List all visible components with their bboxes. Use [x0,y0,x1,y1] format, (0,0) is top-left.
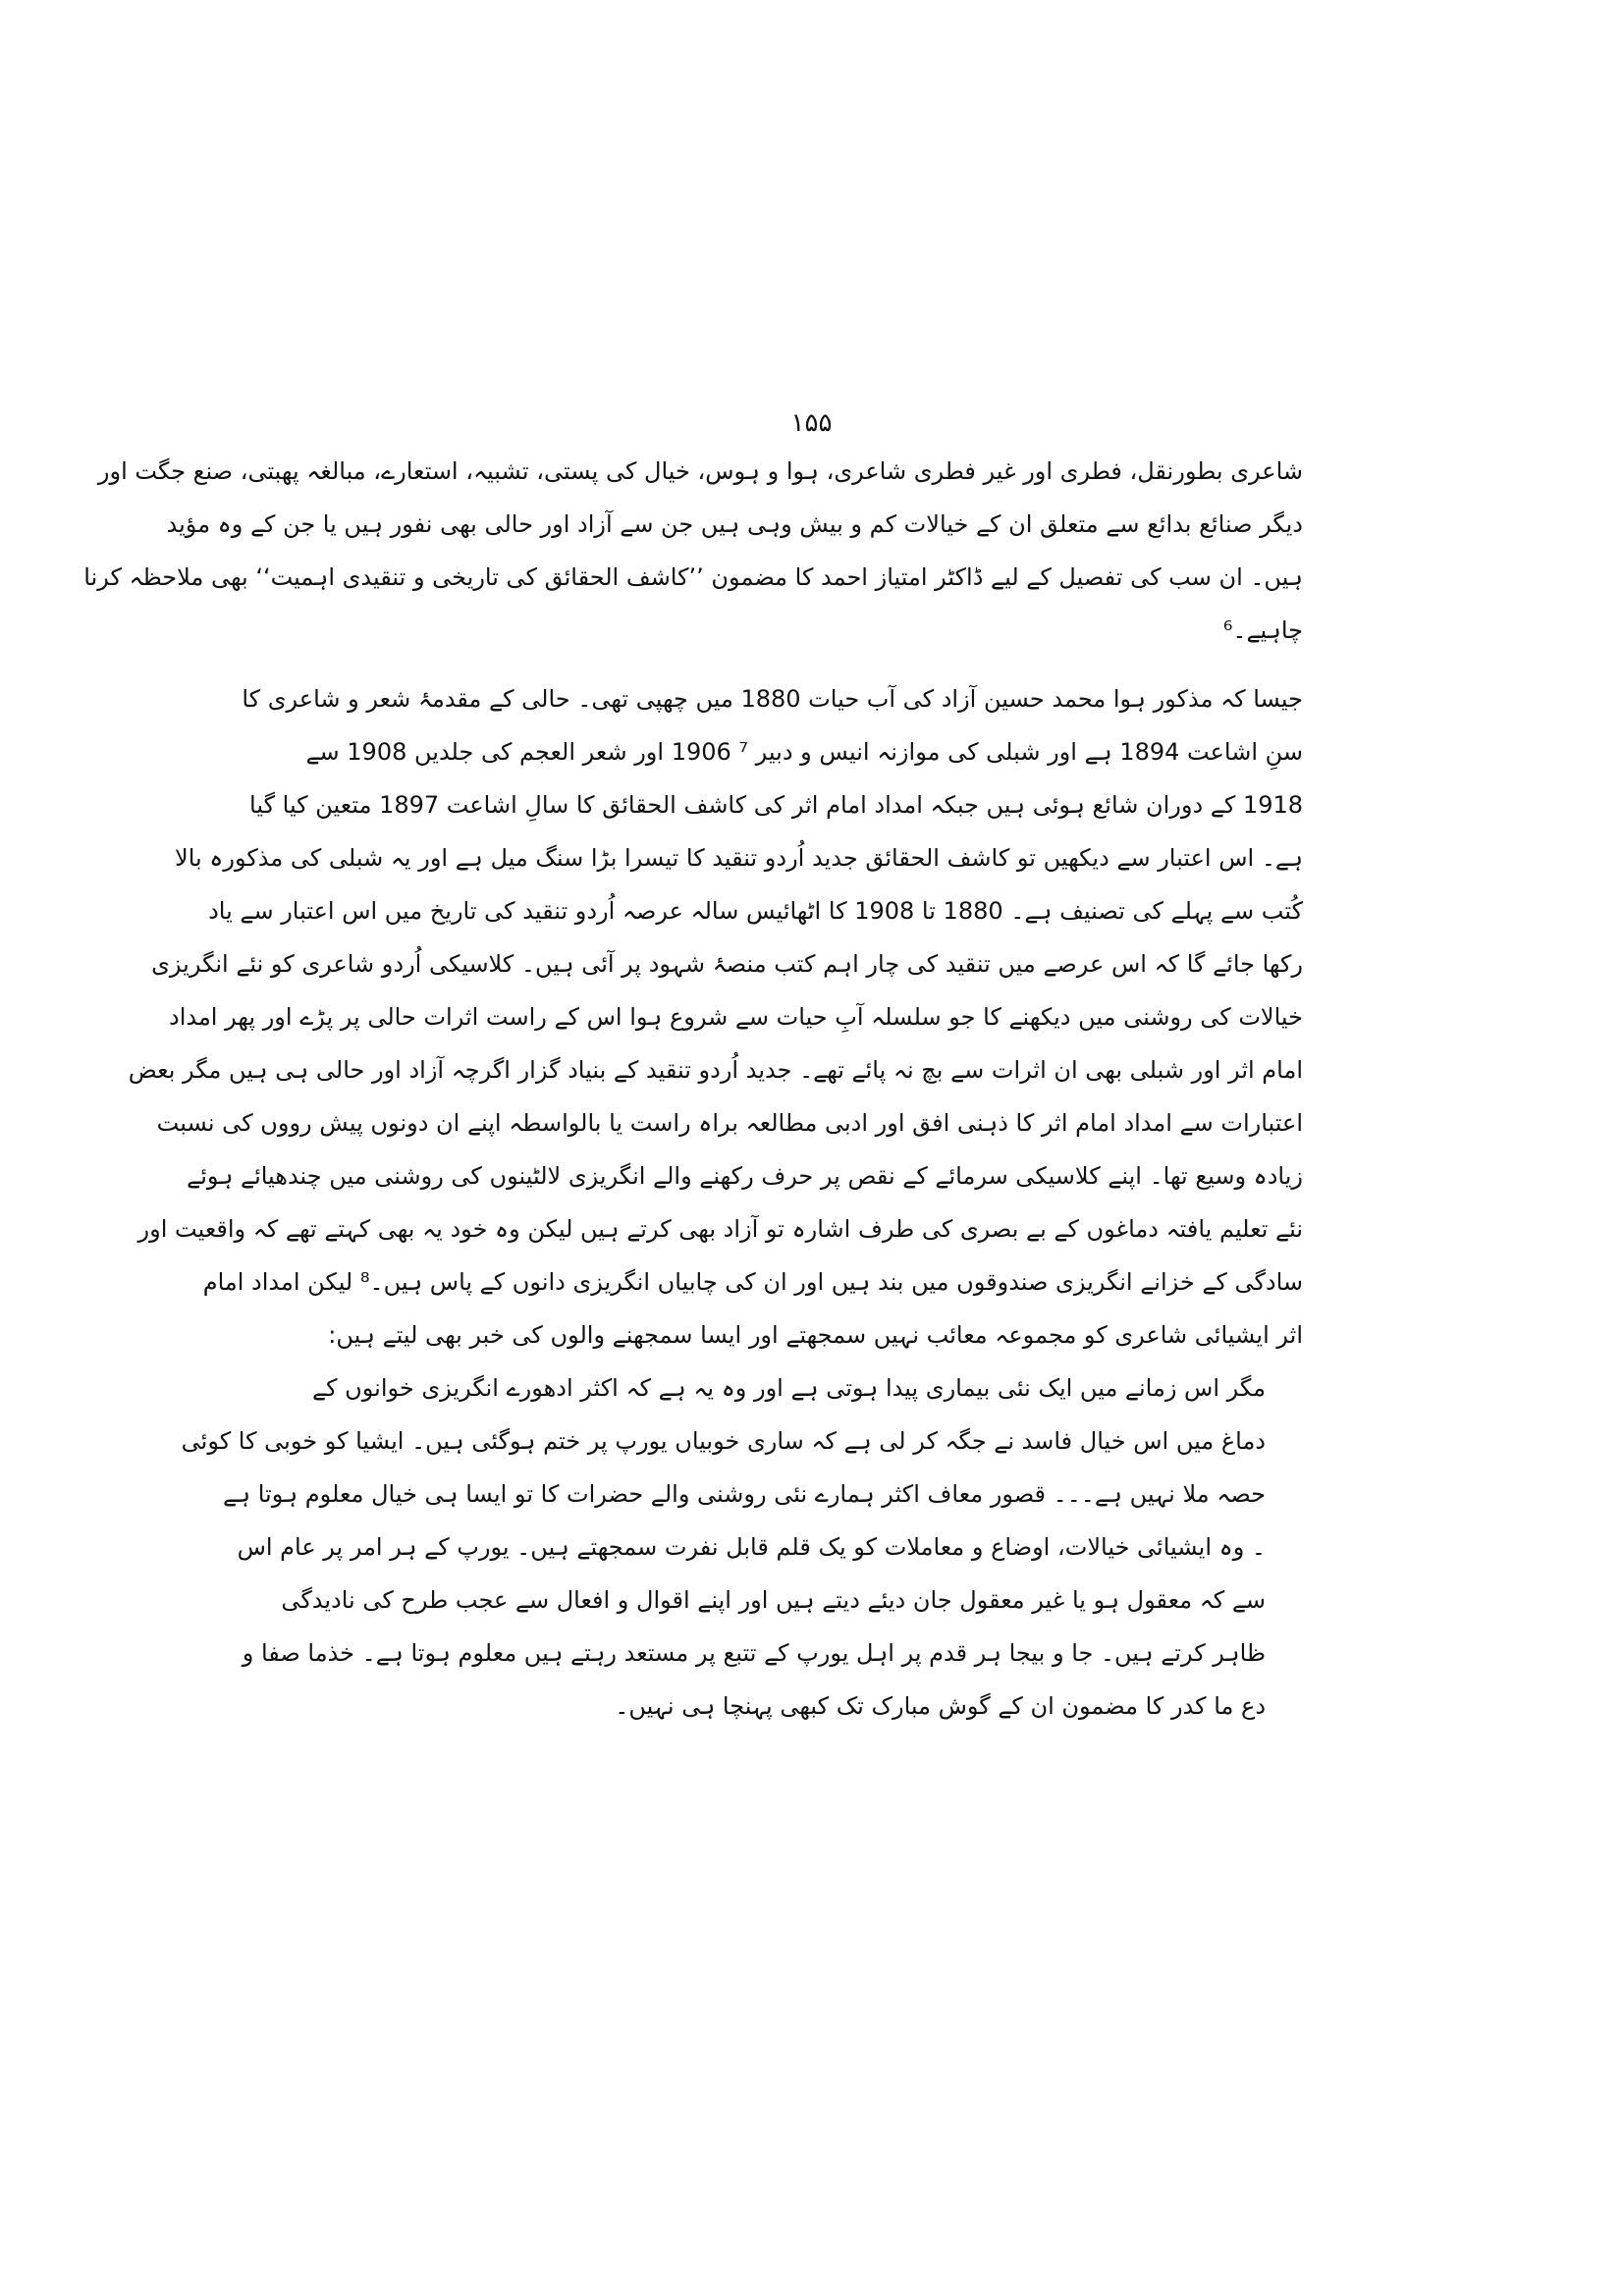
quote-line: دع ما کدر کا مضمون ان کے گوش مبارک تک کبھی پہنچا ہی نہیں۔ [615,1692,1266,1720]
quote-line: ظاہر کرتے ہیں۔ جا و بیجا ہر قدم پر اہل یورپ کے تتبع پر مستعد رہتے ہیں معلوم ہوتا ہے۔ خذما صفا و [242,1639,1266,1667]
paragraph-2-line: کُتب سے پہلے کی تصنیف ہے۔ 1880 تا 1908 کا اٹھائیس سالہ عرصہ اُردو تنقید کی تاریخ میں اس اعتبار سے یاد [208,897,1303,925]
paragraph-2-line: سنِ اشاعت 1894 ہے اور شبلی کی موازنہ انیس و دبیر ⁷ 1906 اور شعر العجم کی جلدیں 1908 سے [305,738,1303,766]
paragraph-1-line: دیگر صنائع بدائع سے متعلق ان کے خیالات کم و بیش وہی ہیں جن سے آزاد اور حالی بھی نفور ہیں یا جن کے وہ مؤید [166,510,1303,538]
paragraph-1-line: ہیں۔ ان سب کی تفصیل کے لیے ڈاکٹر امتیاز احمد کا مضمون ’’کاشف الحقائق کی تاریخی و تنقیدی اہمیت‘‘ بھی ملاحظہ کرنا [83,563,1303,591]
paragraph-2-line: امام اثر اور شبلی بھی ان اثرات سے بچ نہ پائے تھے۔ جدید اُردو تنقید کے بنیاد گزار اگرچہ آزاد اور حالی ہی ہیں مگر بعض [128,1056,1303,1084]
paragraph-2-line: اثر ایشیائی شاعری کو مجموعہ معائب نہیں سمجھتے اور ایسا سمجھنے والوں کی خبر بھی لیتے ہیں: [328,1321,1303,1349]
quote-line: مگر اس زمانے میں ایک نئی بیماری پیدا ہوتی ہے اور وہ یہ ہے کہ اکثر ادھورے انگریزی خوانوں کے [312,1374,1266,1402]
page-number: ۱۵۵ [790,408,833,438]
quote-line: سے کہ معقول ہو یا غیر معقول جان دیئے دیتے ہیں اور اپنے اقوال و افعال سے عجب طرح کی نادیدگی [281,1586,1266,1614]
quote-line: ۔ وہ ایشیائی خیالات، اوضاع و معاملات کو یک قلم قابل نفرت سمجھتے ہیں۔ یورپ کے ہر امر پر عام اس [237,1533,1266,1561]
paragraph-2-line: زیادہ وسیع تھا۔ اپنے کلاسیکی سرمائے کے نقص پر حرف رکھنے والے انگریزی لالٹینوں کی روشنی میں چندھیائے ہوئے [187,1162,1303,1190]
paragraph-2-line: اعتبارات سے امداد امام اثر کا ذہنی افق اور ادبی مطالعہ براہ راست یا بالواسطہ اپنے ان دونوں پیش رووں کی نسبت [156,1109,1303,1137]
quote-line: دماغ میں اس خیال فاسد نے جگہ کر لی ہے کہ ساری خوبیاں یورپ پر ختم ہوگئی ہیں۔ ایشیا کو خوبی کا کوئی [181,1427,1266,1455]
paragraph-2-line: سادگی کے خزانے انگریزی صندوقوں میں بند ہیں اور ان کی چابیاں انگریزی دانوں کے پاس ہیں۔⁸ لیکن امداد امام [202,1268,1303,1296]
paragraph-2-line: 1918 کے دوران شائع ہوئی ہیں جبکہ امداد امام اثر کی کاشف الحقائق کا سالِ اشاعت 1897 متعین کیا گیا [249,791,1303,819]
paragraph-1-line: چاہیے۔⁶ [1222,616,1303,644]
paragraph-2-line: خیالات کی روشنی میں دیکھنے کا جو سلسلہ آبِ حیات سے شروع ہوا اس کے راست اثرات حالی پر پڑے اور پھر امداد [169,1003,1303,1031]
paragraph-2-line: رکھا جائے گا کہ اس عرصے میں تنقید کی چار اہم کتب منصۂ شہود پر آئی ہیں۔ کلاسیکی اُردو شاعری کو نئے انگریزی [151,950,1303,978]
quote-line: حصہ ملا نہیں ہے۔۔۔ قصور معاف اکثر ہمارے نئی روشنی والے حضرات کا تو ایسا ہی خیال معلوم ہوتا ہے [222,1480,1266,1508]
paragraph-2-line: جیسا کہ مذکور ہوا محمد حسین آزاد کی آب حیات 1880 میں چھپی تھی۔ حالی کے مقدمۂ شعر و شاعری کا [242,685,1303,713]
paragraph-2-line: نئے تعلیم یافتہ دماغوں کے بے بصری کی طرف اشارہ تو آزاد بھی کرتے ہیں لیکن وہ خود یہ بھی کہتے تھے کہ واقعیت اور [137,1215,1303,1243]
paragraph-1-line: شاعری بطورنقل، فطری اور غیر فطری شاعری، ہوا و ہوس، خیال کی پستی، تشبیہ، استعارے، مبالغہ پھبتی، صنع جگت اور [97,457,1303,485]
paragraph-2-line: ہے۔ اس اعتبار سے دیکھیں تو کاشف الحقائق جدید اُردو تنقید کا تیسرا بڑا سنگ میل ہے اور یہ شبلی کی مذکورہ بالا [175,844,1303,872]
